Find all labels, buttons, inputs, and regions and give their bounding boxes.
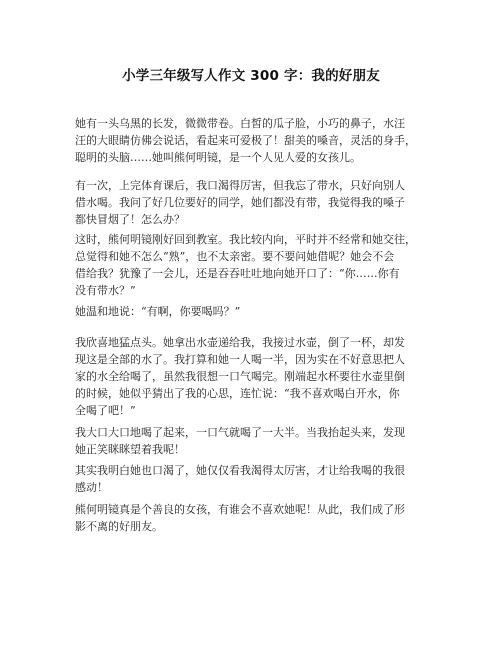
text-line: 借水喝。我问了好几位要好的同学，她们都没有带，我觉得我的嗓子: [75, 196, 405, 209]
text-line: 我欣喜地猛点头。她拿出水壶递给我，我接过水壶，倒了一杯，却发: [75, 336, 405, 349]
text-line: 全喝了吧！”: [75, 404, 136, 417]
document-title: 小学三年级写人作文 300 字：我的好朋友: [122, 68, 380, 84]
paragraph-5: [75, 334, 405, 419]
text-line: 其实我明白她也口渴了，她仅仅看我渴得太厉害，才让给我喝的我很: [75, 464, 405, 477]
text-line: 有一次，上完体育课后，我口渴得厉害，但我忘了带水，只好向别人: [75, 179, 405, 192]
paragraph-6: [75, 424, 405, 458]
paragraph-7: [75, 462, 405, 496]
text-line: 汪的大眼睛仿佛会说话，看起来可爱极了！甜美的嗓音，灵活的身手，: [75, 134, 416, 147]
text-line: 感动！: [75, 481, 108, 494]
text-line: 总觉得和她不怎么“熟”，也不太亲密。要不要问她借呢？她会不会: [75, 250, 395, 263]
text-line: 熊何明镜真是个善良的女孩，有谁会不喜欢她呢！从此，我们成了形: [75, 503, 405, 516]
text-line: 她有一头乌黑的长发，微微带卷。白皙的瓜子脸，小巧的鼻子，水汪: [75, 117, 405, 130]
text-line: 她正笑眯眯望着我呢！: [75, 443, 185, 456]
text-line: 影不离的好朋友。: [75, 520, 163, 533]
text-line: 都快冒烟了！怎么办？: [75, 213, 185, 226]
text-line: 她温和地说：“有啊，你要喝吗？”: [75, 305, 241, 318]
paragraph-1: [75, 115, 416, 166]
paragraph-4: [75, 303, 240, 320]
text-line: 我大口大口地喝了起来，一口气就喝了一大半。当我抬起头来，发现: [75, 426, 405, 439]
text-line: 聪明的头脑……她叫熊何明镜，是一个人见人爱的女孩儿。: [75, 151, 361, 164]
text-line: 没有带水？”: [75, 284, 136, 297]
text-line: 的时候，她似乎猜出了我的心思，连忙说：“我不喜欢喝白开水，你: [75, 387, 400, 400]
text-line: 现这是全部的水了。我打算和她一人喝一半，因为实在不好意思把人: [75, 353, 405, 366]
text-line: 这时，熊何明镜刚好回到教室。我比较内向，平时并不经常和她交往，: [75, 233, 416, 246]
paragraph-2: [75, 177, 405, 228]
paragraph-3: [75, 231, 416, 299]
paragraph-8: [75, 501, 405, 535]
text-line: 借给我？犹豫了一会儿，还是吞吞吐吐地向她开口了：“你……你有: [75, 267, 400, 280]
text-line: 家的水全给喝了，虽然我很想一口气喝完。刚端起水杯要往水壶里倒: [75, 370, 405, 383]
